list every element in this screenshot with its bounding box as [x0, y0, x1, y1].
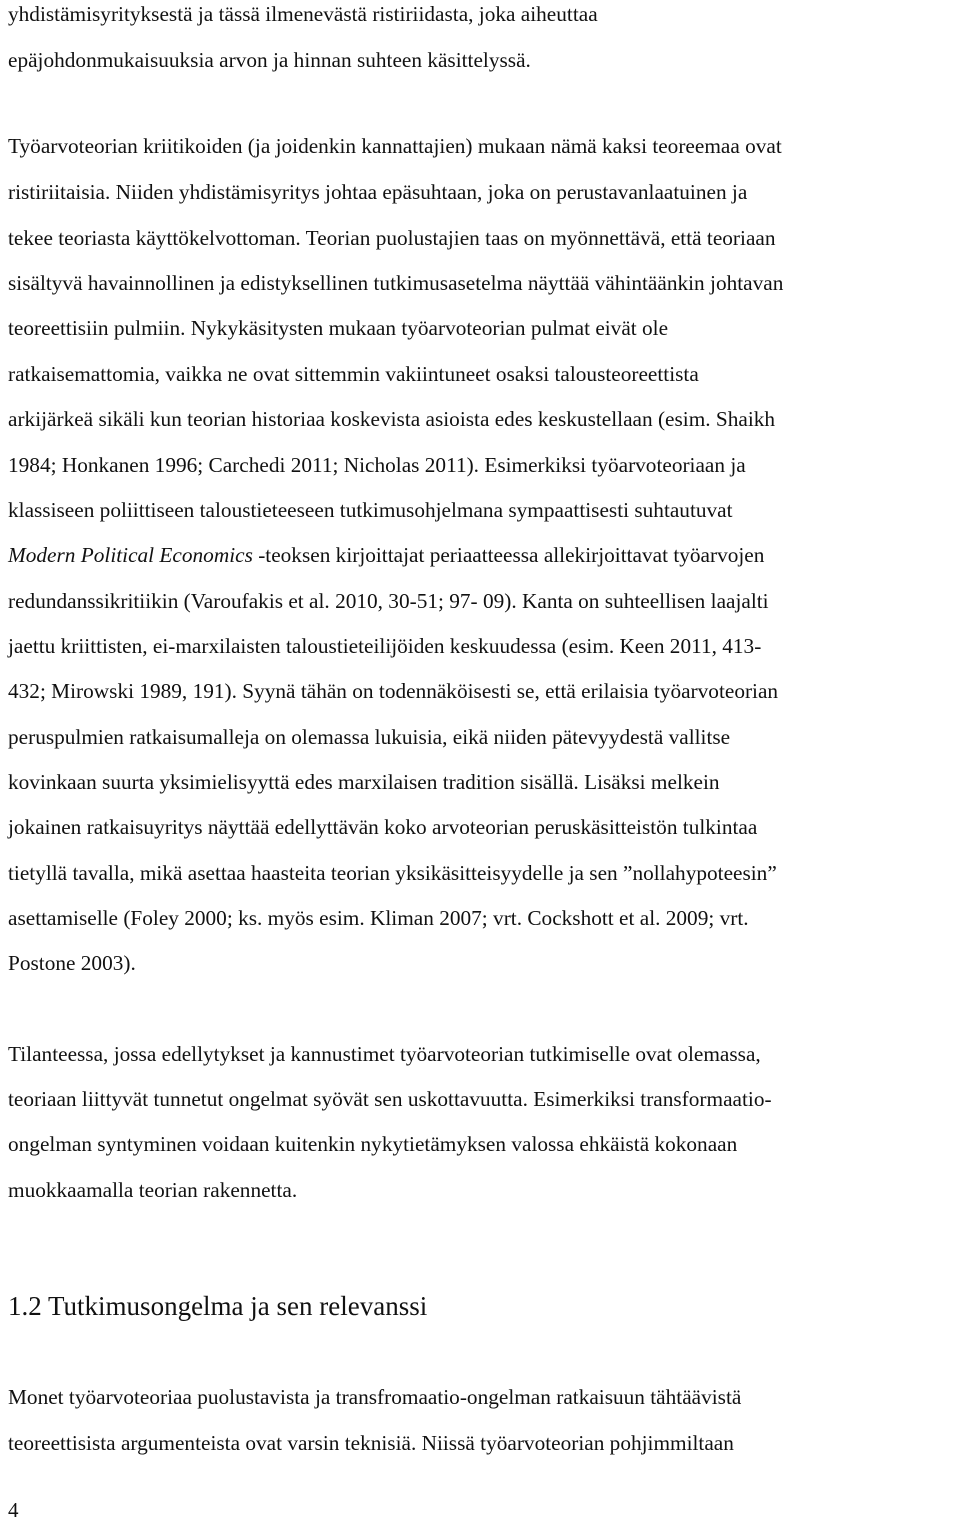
text-line: sisältyvä havainnollinen ja edistyksellinen tutkimusasetelma näyttää vähintäänkin johtavan — [8, 271, 784, 295]
text-line: klassiseen poliittiseen taloustieteeseen tutkimusohjelmana sympaattisesti suhtautuvat — [8, 498, 733, 522]
text-line: asettamiselle (Foley 2000; ks. myös esim. Kliman 2007; vrt. Cockshott et al. 2009; vrt. — [8, 906, 749, 930]
book-title: Modern Political Economics — [8, 543, 253, 567]
text-line: 1984; Honkanen 1996; Carchedi 2011; Nicholas 2011). Esimerkiksi työarvoteoriaan ja — [8, 453, 746, 477]
text-line: peruspulmien ratkaisumalleja on olemassa lukuisia, eikä niiden pätevyydestä vallitse — [8, 725, 731, 749]
text-line: muokkaamalla teorian rakennetta. — [8, 1178, 298, 1202]
text-line: tekee teoriasta käyttökelvottoman. Teorian puolustajien taas on myönnettävä, että teoriaan — [8, 226, 776, 250]
text-line: epäjohdonmukaisuuksia arvon ja hinnan suhteen käsittelyssä. — [8, 48, 531, 72]
text-line: Postone 2003). — [8, 951, 136, 975]
text-span: -teoksen kirjoittajat periaatteessa allekirjoittavat työarvojen — [252, 543, 765, 567]
section-heading: 1.2 Tutkimusongelma ja sen relevanssi — [8, 1291, 428, 1321]
text-line: Monet työarvoteoriaa puolustavista ja transfromaatio-ongelman ratkaisuun tähtäävistä — [8, 1385, 742, 1409]
text-line: ongelman syntyminen voidaan kuitenkin nykytietämyksen valossa ehkäistä kokonaan — [8, 1132, 738, 1156]
text-line: ratkaisemattomia, vaikka ne ovat sittemmin vakiintuneet osaksi talousteoreettista — [8, 362, 699, 386]
text-line: teoriaan liittyvät tunnetut ongelmat syövät sen uskottavuutta. Esimerkiksi transformaatio- — [8, 1087, 772, 1111]
text-line: tietyllä tavalla, mikä asettaa haasteita teorian yksikäsitteisyydelle ja sen ”nollahypoteesin” — [8, 861, 777, 885]
text-line: ristiriitaisia. Niiden yhdistämisyritys johtaa epäsuhtaan, joka on perustavanlaatuinen ja — [8, 180, 748, 204]
page-number: 4 — [8, 1498, 19, 1522]
text-line: yhdistämisyrityksestä ja tässä ilmenevästä ristiriidasta, joka aiheuttaa — [8, 2, 598, 26]
text-line: jokainen ratkaisuyritys näyttää edellyttävän koko arvoteorian peruskäsitteistön tulkintaa — [8, 815, 758, 839]
text-line: arkijärkeä sikäli kun teorian historiaa koskevista asioista edes keskustellaan (esim. Shaikh — [8, 407, 776, 431]
text-line: kovinkaan suurta yksimielisyyttä edes marxilaisen tradition sisällä. Lisäksi melkein — [8, 770, 720, 794]
text-line: teoreettisista argumenteista ovat varsin teknisiä. Niissä työarvoteorian pohjimmiltaan — [8, 1431, 734, 1455]
text-line: 432; Mirowski 1989, 191). Syynä tähän on todennäköisesti se, että erilaisia työarvoteorian — [8, 679, 779, 703]
text-line — [8, 542, 764, 568]
text-line: Työarvoteorian kriitikoiden (ja joidenkin kannattajien) mukaan nämä kaksi teoreemaa ovat — [8, 134, 782, 158]
text-line: Tilanteessa, jossa edellytykset ja kannustimet työarvoteorian tutkimiselle ovat olemassa, — [8, 1042, 761, 1066]
text-line: redundanssikritiikin (Varoufakis et al. 2010, 30-51; 97- 09). Kanta on suhteellisen laajalti — [8, 589, 769, 613]
text-line: jaettu kriittisten, ei-marxilaisten taloustieteilijöiden keskuudessa (esim. Keen 2011, 413- — [8, 634, 762, 658]
text-line: teoreettisiin pulmiin. Nykykäsitysten mukaan työarvoteorian pulmat eivät ole — [8, 316, 669, 340]
